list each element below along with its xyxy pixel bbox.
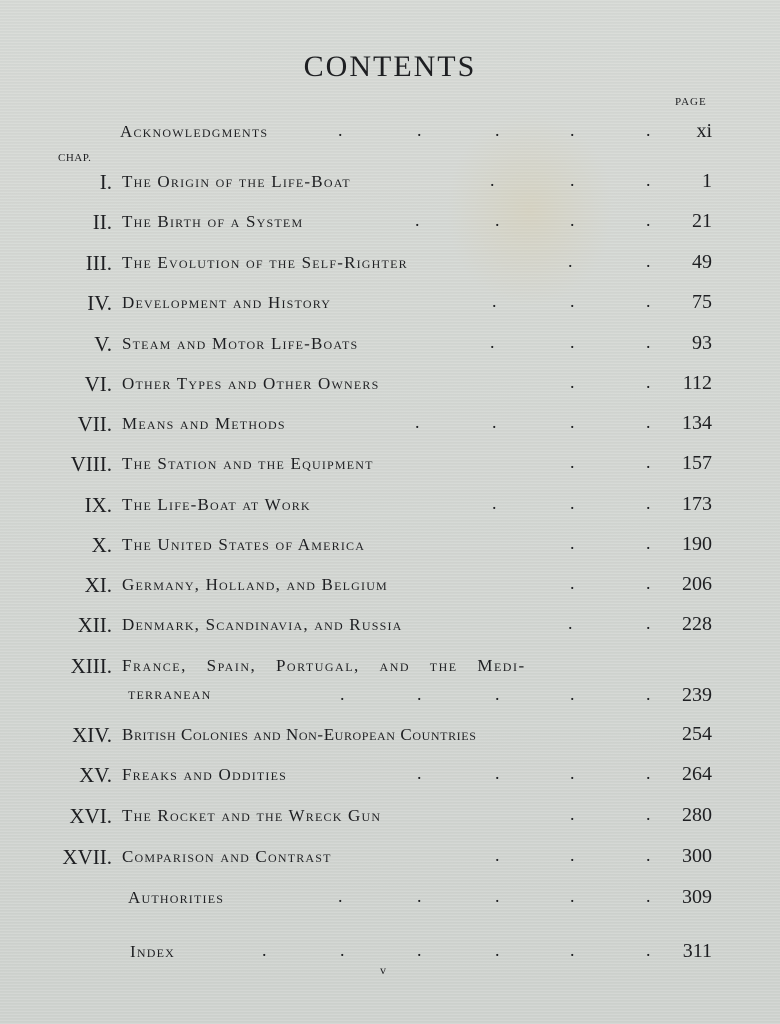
chapter-number: XIV. [72, 723, 112, 747]
chapter-page: 190 [682, 533, 712, 555]
toc-chapter-2: II. The Birth of a System . . . . 21 [92, 210, 712, 234]
chapter-title: Means and Methods [122, 414, 286, 433]
chapter-page: 173 [682, 493, 712, 515]
toc-entry-page: xi [696, 120, 712, 142]
chapter-title: France, Spain, Portugal, and the Medi- [122, 656, 526, 675]
chapter-title: Freaks and Oddities [122, 765, 288, 784]
contents-title: CONTENTS [303, 50, 477, 83]
chapter-page: 239 [682, 684, 712, 706]
chapter-page: 264 [682, 763, 712, 785]
chapter-number: I. [99, 170, 112, 194]
chapter-number: X. [91, 533, 112, 557]
chapter-page: 93 [692, 332, 712, 354]
chapter-title: The Life-Boat at Work [122, 495, 311, 514]
toc-entry-title: Acknowledgments [120, 122, 269, 141]
chapter-title: The Station and the Equipment [122, 454, 374, 473]
chapter-page: 300 [682, 845, 712, 867]
chapter-number: II. [92, 210, 112, 234]
toc-chapter-5: V. Steam and Motor Life-Boats . . . 93 [94, 332, 712, 356]
chapter-title: Germany, Holland, and Belgium [122, 575, 388, 594]
toc-entry-title: Index [130, 942, 175, 961]
chapter-title: Steam and Motor Life-Boats [122, 334, 359, 353]
toc-chapter-17: XVII. Comparison and Contrast . . . 300 [62, 845, 712, 869]
toc-entry-page: 311 [682, 940, 712, 962]
toc-chapter-16: XVI. The Rocket and the Wreck Gun . . 280 [69, 804, 712, 828]
toc-entry-page: 309 [682, 886, 712, 908]
toc-chapter-12: XII. Denmark, Scandinavia, and Russia . . 228 [77, 613, 712, 637]
chapter-number: IV. [87, 291, 112, 315]
chapter-number: VIII. [70, 452, 112, 476]
toc-chapter-1: I. The Origin of the Life-Boat . . . 1 [99, 170, 712, 194]
chapter-title: The Birth of a System [122, 212, 304, 231]
toc-authorities: Authorities . . . . . 309 [128, 886, 712, 908]
chapter-number: XIII. [70, 654, 112, 678]
toc-chapter-8: VIII. The Station and the Equipment . . 157 [70, 452, 712, 476]
chapter-number: XVII. [62, 845, 112, 869]
page-column-label: PAGE [675, 96, 707, 108]
toc-chapter-4: IV. Development and History . . . 75 [87, 291, 712, 315]
chapter-title: The Origin of the Life-Boat [122, 172, 351, 191]
chapter-title: The Evolution of the Self-Righter [122, 253, 408, 272]
chapter-title: Development and History [122, 293, 332, 312]
chapter-number: VI. [84, 372, 112, 396]
chapter-title: The Rocket and the Wreck Gun [122, 806, 382, 825]
chapter-title: Comparison and Contrast [122, 847, 332, 866]
toc-chapter-6: VI. Other Types and Other Owners . . 112 [84, 372, 712, 396]
toc-entry-title: Authorities [128, 888, 225, 907]
chapter-number: IX. [84, 493, 112, 517]
toc-chapter-9: IX. The Life-Boat at Work . . . 173 [84, 493, 712, 517]
chapter-page: 75 [692, 291, 712, 313]
chapter-title: Other Types and Other Owners [122, 374, 380, 393]
toc-chapter-15: XV. Freaks and Oddities . . . . 264 [79, 763, 712, 787]
toc-chapter-10: X. The United States of America . . 190 [91, 533, 712, 557]
toc-index: Index . . . . . . 311 [130, 940, 712, 962]
chapter-page: 21 [692, 210, 712, 232]
chapter-title: British Colonies and Non-European Countries [122, 725, 477, 744]
chapter-page: 206 [682, 573, 712, 595]
chapter-number: VII. [77, 412, 112, 436]
chapter-number: XII. [77, 613, 112, 637]
page-folio: v [380, 963, 386, 977]
chapter-page: 228 [682, 613, 712, 635]
toc-chapter-7: VII. Means and Methods . . . . 134 [77, 412, 712, 436]
toc-chapter-3: III. The Evolution of the Self-Righter . . 49 [85, 251, 712, 275]
chapter-page: 1 [702, 170, 712, 192]
chapter-number: XI. [84, 573, 112, 597]
chapter-column-label: CHAP. [58, 152, 92, 164]
chapter-number: V. [94, 332, 112, 356]
chapter-page: 134 [682, 412, 712, 434]
toc-front-matter: Acknowledgments . . . . . xi [120, 120, 712, 142]
toc-chapter-14 [0, 723, 780, 753]
chapter-page: 280 [682, 804, 712, 826]
chapter-number: III. [85, 251, 112, 275]
chapter-page: 254 [682, 723, 712, 745]
chapter-number: XV. [79, 763, 112, 787]
chapter-title: Denmark, Scandinavia, and Russia [122, 615, 403, 634]
chapter-page: 112 [682, 372, 712, 394]
chapter-title-continuation: terranean [128, 684, 212, 703]
chapter-title: The United States of America [122, 535, 366, 554]
toc-chapter-13-continued: terranean . . . . . 239 [128, 684, 712, 706]
chapter-page: 157 [682, 452, 712, 474]
chapter-page: 49 [692, 251, 712, 273]
toc-chapter-13 [0, 654, 780, 684]
toc-chapter-11: XI. Germany, Holland, and Belgium . . 206 [84, 573, 712, 597]
chapter-number: XVI. [69, 804, 112, 828]
